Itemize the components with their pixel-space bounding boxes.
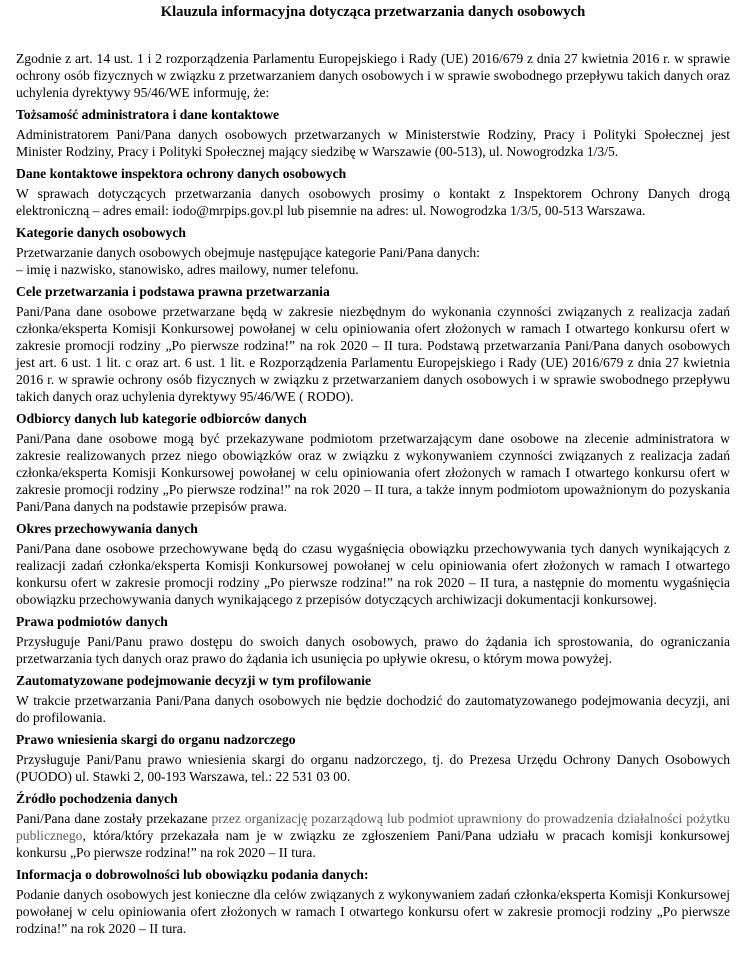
section-body: Pani/Pana dane osobowe przetwarzane będą w zakresie niezbędnym do wykonania czynności związanych z realizacja zadań członka/eksperta Komisji Konkursowej powołanej w celu opiniowania ofert złożonych w ramach I otwartego konkursu ofert w zakresie promocji rodziny „Po pierwsze rodzina!” na rok 2020 – II tura. Podstawą przetwarzania Pani/Pana danych osobowych jest art. 6 ust. 1 lit. c oraz art. 6 ust. 1 lit. e Rozporządzenia Parlamentu Europejskiego i Rady (UE) 2016/679 z dnia 27 kwietnia 2016 r. w sprawie ochrony osób fizycznych w związku z przetwarzaniem danych osobowych i w sprawie swobodnego przepływu takich danych oraz uchylenia dyrektywy 95/46/WE ( RODO).: [16, 304, 730, 404]
section-automated-decisions: [16, 672, 730, 726]
section-voluntary-obligation: [16, 866, 730, 937]
section-complaint-right: [16, 731, 730, 785]
section-body: W trakcie przetwarzania Pani/Pana danych osobowych nie będzie dochodzić do zautomatyzowanego podejmowania decyzji, ani do profilowania.: [16, 693, 730, 725]
section-heading: Tożsamość administratora i dane kontaktowe: [16, 107, 280, 122]
section-heading: Odbiorcy danych lub kategorie odbiorców danych: [16, 411, 307, 426]
section-body: Podanie danych osobowych jest konieczne dla celów związanych z wykonywaniem zadań członka/eksperta Komisji Konkursowej powołanej w celu opiniowania ofert złożonych w ramach I otwartego konkursu ofert w zakresie promocji rodziny „Po pierwsze rodzina!” na rok 2020 – II tura.: [16, 887, 730, 936]
section-body: Przysługuje Pani/Panu prawo dostępu do swoich danych osobowych, prawo do żądania ich sprostowania, do ograniczania przetwarzania tych danych oraz prawo do żądania ich usunięcia po upływie okresu, o którym mowa powyżej.: [16, 634, 730, 666]
section-body-text: , która/który przekazała nam je w związku ze zgłoszeniem Pani/Pana udziału w pracach komisji konkursowej konkursu „Po pierwsze rodzina!” na rok 2020 – II tura.: [16, 828, 730, 860]
section-body-text: Pani/Pana dane zostały przekazane: [16, 811, 212, 826]
category-list-item: – imię i nazwisko, stanowisko, adres mailowy, numer telefonu.: [16, 262, 359, 277]
section-retention-period: [16, 520, 730, 608]
section-heading: Zautomatyzowane podejmowanie decyzji w tym profilowanie: [16, 673, 372, 688]
section-heading: Prawo wniesienia skargi do organu nadzorczego: [16, 732, 296, 747]
section-recipients: [16, 410, 730, 515]
section-body: Pani/Pana dane osobowe przechowywane będą do czasu wygaśnięcia obowiązku przechowywania tych danych wynikających z realizacji zadań członka/eksperta Komisji Konkursowej powołanej w celu opiniowania ofert złożonych w ramach I otwartego konkursu ofert w zakresie promocji rodziny „Po pierwsze rodzina!” na rok 2020 – II tura, a następnie do momentu wygaśnięcia obowiązku przechowywania danych wynikającego z przepisów dotyczących archiwizacji dokumentacji konkursowej.: [16, 541, 730, 607]
section-body: Pani/Pana dane osobowe mogą być przekazywane podmiotom przetwarzającym dane osobowe na zlecenie administratora w zakresie realizowanych przez niego obowiązków oraz w związku z wykonywaniem czynności związanych z realizacja zadań członka/eksperta Komisji Konkursowej powołanej w celu opiniowania ofert złożonych w ramach I otwartego konkursu ofert w zakresie promocji rodziny „Po pierwsze rodzina!” na rok 2020 – II tura, a także innym podmiotom upoważnionym do pozyskania Pani/Pana danych na podstawie przepisów prawa.: [16, 431, 730, 514]
section-data-subject-rights: [16, 613, 730, 667]
section-body-highlighted-text: przez organizację pozarządową lub podmiot uprawniony do prowadzenia działalności pożytku publicznego: [16, 811, 730, 843]
section-heading: Dane kontaktowe inspektora ochrony danych osobowych: [16, 166, 347, 181]
section-body: W sprawach dotyczących przetwarzania danych osobowych prosimy o kontakt z Inspektorem Ochrony Danych drogą elektroniczną – adres email: iodo@mrpips.gov.pl lub pisemnie na adres: ul. Nowogrodzka 1/3/5, 00-513 Warszawa.: [16, 186, 730, 218]
intro-paragraph: Zgodnie z art. 14 ust. 1 i 2 rozporządzenia Parlamentu Europejskiego i Rady (UE) 2016/679 z dnia 27 kwietnia 2016 r. w sprawie ochrony osób fizycznych w związku z przetwarzaniem danych osobowych i w sprawie swobodnego przepływu takich danych oraz uchylenia dyrektywy 95/46/WE informuję, że:: [16, 51, 730, 100]
section-administrator: [16, 106, 730, 160]
section-data-categories: [16, 224, 730, 278]
section-body-line: Przetwarzanie danych osobowych obejmuje następujące kategorie Pani/Pana danych:: [16, 245, 480, 260]
section-body: [16, 244, 730, 278]
section-body: [16, 810, 730, 861]
section-dpo-contact: [16, 165, 730, 219]
section-heading: Cele przetwarzania i podstawa prawna przetwarzania: [16, 284, 330, 299]
document-title: Klauzula informacyjna dotycząca przetwarzania danych osobowych: [160, 4, 586, 20]
section-data-source: [16, 790, 730, 861]
section-heading: Informacja o dobrowolności lub obowiązku podania danych:: [16, 867, 369, 882]
section-heading: Źródło pochodzenia danych: [16, 791, 178, 806]
section-body: Przysługuje Pani/Panu prawo wniesienia skargi do organu nadzorczego, tj. do Prezesa Urzędu Ochrony Danych Osobowych (PUODO) ul. Stawki 2, 00-193 Warszawa, tel.: 22 531 03 00.: [16, 752, 730, 784]
section-heading: Kategorie danych osobowych: [16, 225, 186, 240]
section-heading: Okres przechowywania danych: [16, 521, 198, 536]
section-purposes-legal-basis: [16, 283, 730, 405]
section-heading: Prawa podmiotów danych: [16, 614, 168, 629]
section-body: Administratorem Pani/Pana danych osobowych przetwarzanych w Ministerstwie Rodziny, Pracy i Polityki Społecznej jest Minister Rodziny, Pracy i Polityki Społecznej mający siedzibę w Warszawie (00-513), ul. Nowogrodzka 1/3/5.: [16, 127, 730, 159]
